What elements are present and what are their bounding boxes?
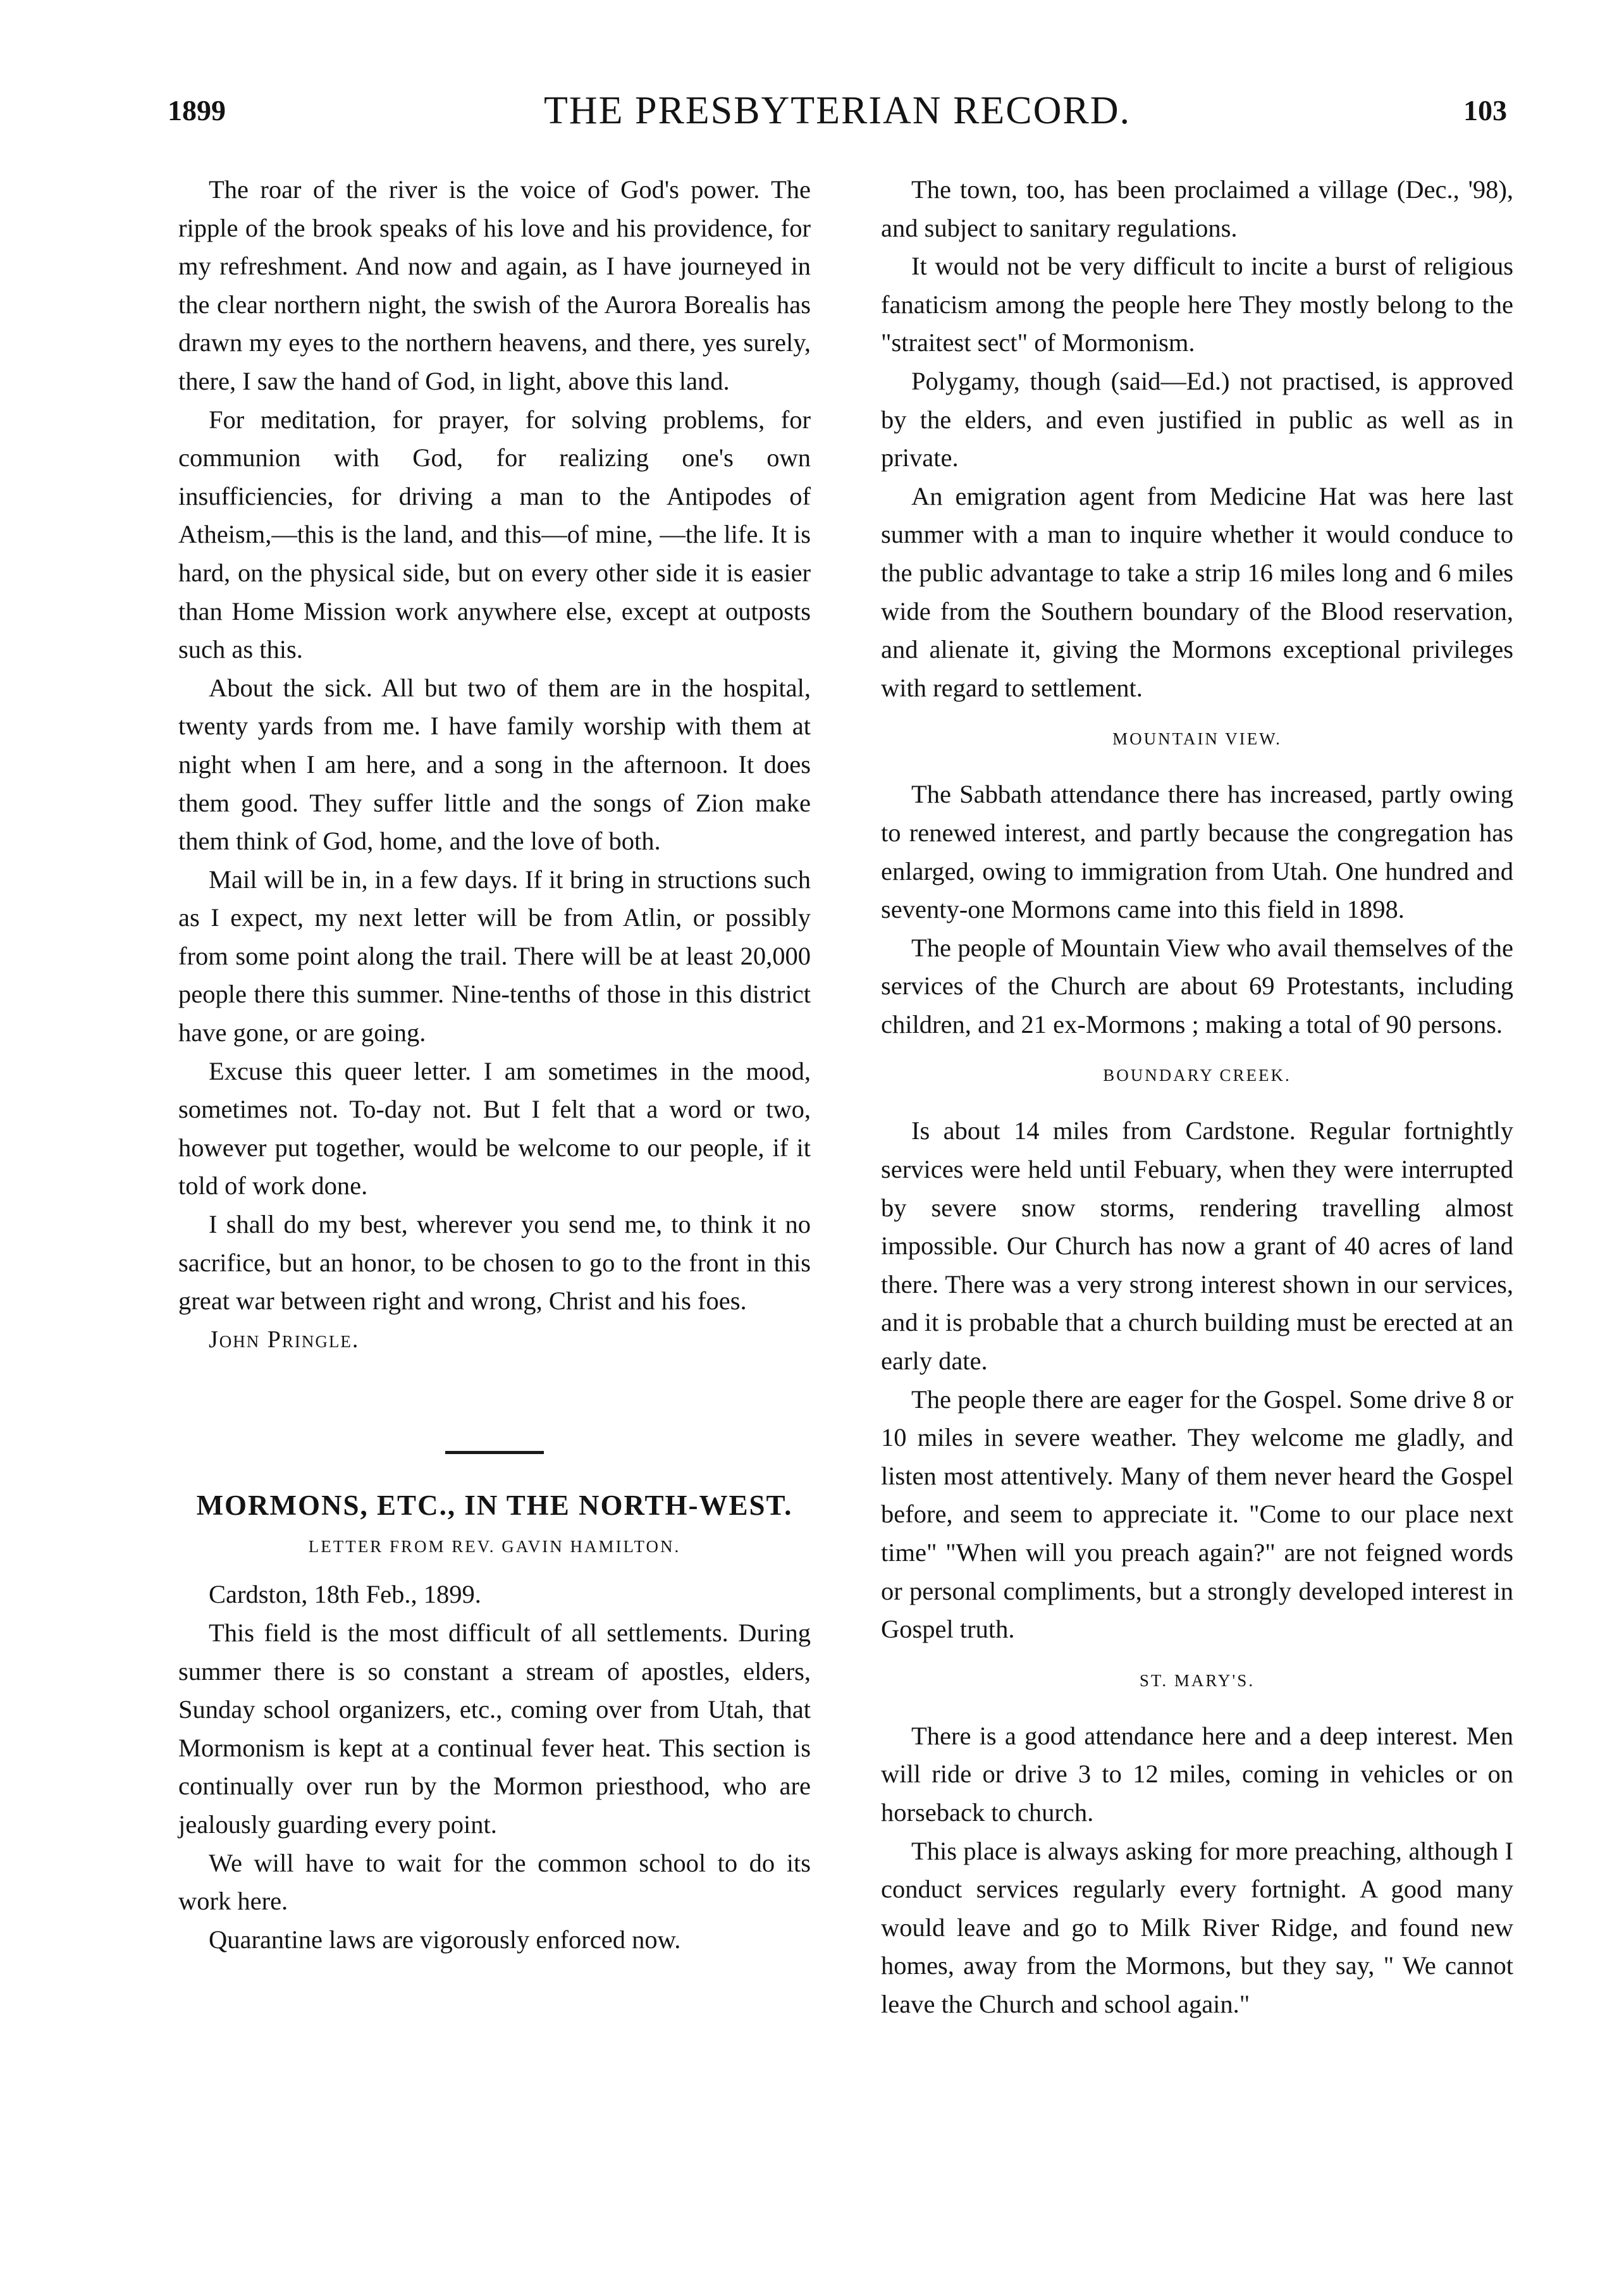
article-title: MORMONS, ETC., IN THE NORTH-WEST. (196, 1489, 793, 1522)
paragraph: Polygamy, though (said—Ed.) not practised, is approved by the elders, and even justified in public as well as in private. (881, 366, 1513, 472)
page-number: 103 (1463, 94, 1507, 126)
running-header (168, 89, 1507, 144)
left-column (178, 171, 811, 1959)
paragraph: Quarantine laws are vigorously enforced now. (209, 1925, 681, 1954)
paragraph: I shall do my best, wherever you send me, to think it no sacrifice, but an honor, to be chosen to go to the front in this great war between right and wrong, Christ and his foes. (178, 1210, 811, 1316)
paragraph: It would not be very difficult to incite a burst of religious fanaticism among the people here They mostly belong to the "straitest sect" of Mormonism. (881, 252, 1513, 357)
paragraph: This place is always asking for more preaching, although I conduct services regularly every fortnight. A good many would leave and go to Milk River Ridge, and found new homes, away from the Mormons, but they say, " We cannot leave the Church and school again." (881, 1836, 1513, 2018)
paragraph: About the sick. All but two of them are in the hospital, twenty yards from me. I have family worship with them at night when I am here, and a song in the afternoon. It does them good. They suffer little and the songs of Zion make them think of God, home, and the love of both. (178, 673, 811, 856)
paragraph: Is about 14 miles from Cardstone. Regular fortnightly services were held until Febuary, when they were interrupted by severe snow storms, rendering travelling almost impossible. Our Church has now a grant of 40 acres of land there. There was a very strong interest shown in our services, and it is probable that a church building must be erected at an early date. (881, 1116, 1513, 1376)
journal-title: THE PRESBYTERIAN RECORD. (543, 89, 1131, 132)
paragraph: We will have to wait for the common school to do its work here. (178, 1848, 811, 1916)
header-year: 1899 (168, 94, 226, 126)
paragraph: There is a good attendance here and a deep interest. Men will ride or drive 3 to 12 miles, coming in vehicles or on horseback to church. (881, 1721, 1513, 1827)
dateline: Cardston, 18th Feb., 1899. (209, 1580, 481, 1609)
paragraph: Mail will be in, in a few days. If it bring in structions such as I expect, my next letter will be from Atlin, or possibly from some point along the trail. There will be at least 20,000 people there this summer. Nine-tenths of those in this district have gone, or are going. (178, 865, 811, 1047)
paragraph: For meditation, for prayer, for solving problems, for communion with God, for realizing one's own insufficiencies, for driving a man to the Antipodes of Atheism,—this is the land, and this—of mine, —the life. It is hard, on the physical side, but on every other side it is easier than Home Mission work anywhere else, except at outposts such as this. (178, 405, 811, 664)
paragraph: The roar of the river is the voice of God's power. The ripple of the brook speaks of his love and his providence, for my refreshment. And now and again, as I have journeyed in the clear northern night, the swish of the Aurora Borealis has drawn my eyes to the northern heavens, and there, yes surely, there, I saw the hand of God, in light, above this land. (178, 175, 811, 395)
author-signature: John Pringle. (209, 1326, 360, 1353)
article-byline: LETTER FROM REV. GAVIN HAMILTON. (308, 1537, 681, 1557)
section-heading-st-marys: ST. MARY'S. (1139, 1670, 1255, 1690)
section-divider (445, 1451, 544, 1454)
paragraph: Excuse this queer letter. I am sometimes in the mood, sometimes not. To-day not. But I felt that a word or two, however put together, would be welcome to our people, if it told of work done. (178, 1056, 811, 1200)
paragraph: This field is the most difficult of all settlements. During summer there is so constant a stream of apostles, elders, Sunday school organizers, etc., coming over from Utah, that Mormonism is kept at a continual fever heat. This section is continually over run by the Mormon priesthood, who are jealously guarding every point. (178, 1619, 811, 1839)
paragraph: The people there are eager for the Gospel. Some drive 8 or 10 miles in severe weather. They welcome me gladly, and listen most attentively. Many of them never heard the Gospel before, and seem to appreciate it. "Come to our place next time" "When will you preach again?" are not feigned words or personal compliments, but a strongly developed interest in Gospel truth. (881, 1385, 1513, 1644)
paragraph: The Sabbath attendance there has increased, partly owing to renewed interest, and partly because the congregation has enlarged, owing to immigration from Utah. One hundred and seventy-one Mormons came into this field in 1898. (881, 780, 1513, 924)
paragraph: An emigration agent from Medicine Hat was here last summer with a man to inquire whether it would conduce to the public advantage to take a strip 16 miles long and 6 miles wide from the Southern boundary of the Blood reservation, and alienate it, giving the Mormons exceptional privileges with regard to settlement. (881, 481, 1513, 702)
paragraph: The town, too, has been proclaimed a village (Dec., '98), and subject to sanitary regulations. (881, 175, 1513, 242)
section-heading-boundary-creek: BOUNDARY CREEK. (1103, 1066, 1291, 1085)
paragraph: The people of Mountain View who avail themselves of the services of the Church are about 69 Protestants, including children, and 21 ex-Mormons ; making a total of 90 persons. (881, 933, 1513, 1039)
right-column (881, 171, 1513, 2024)
section-heading-mountain-view: MOUNTAIN VIEW. (1112, 729, 1282, 749)
